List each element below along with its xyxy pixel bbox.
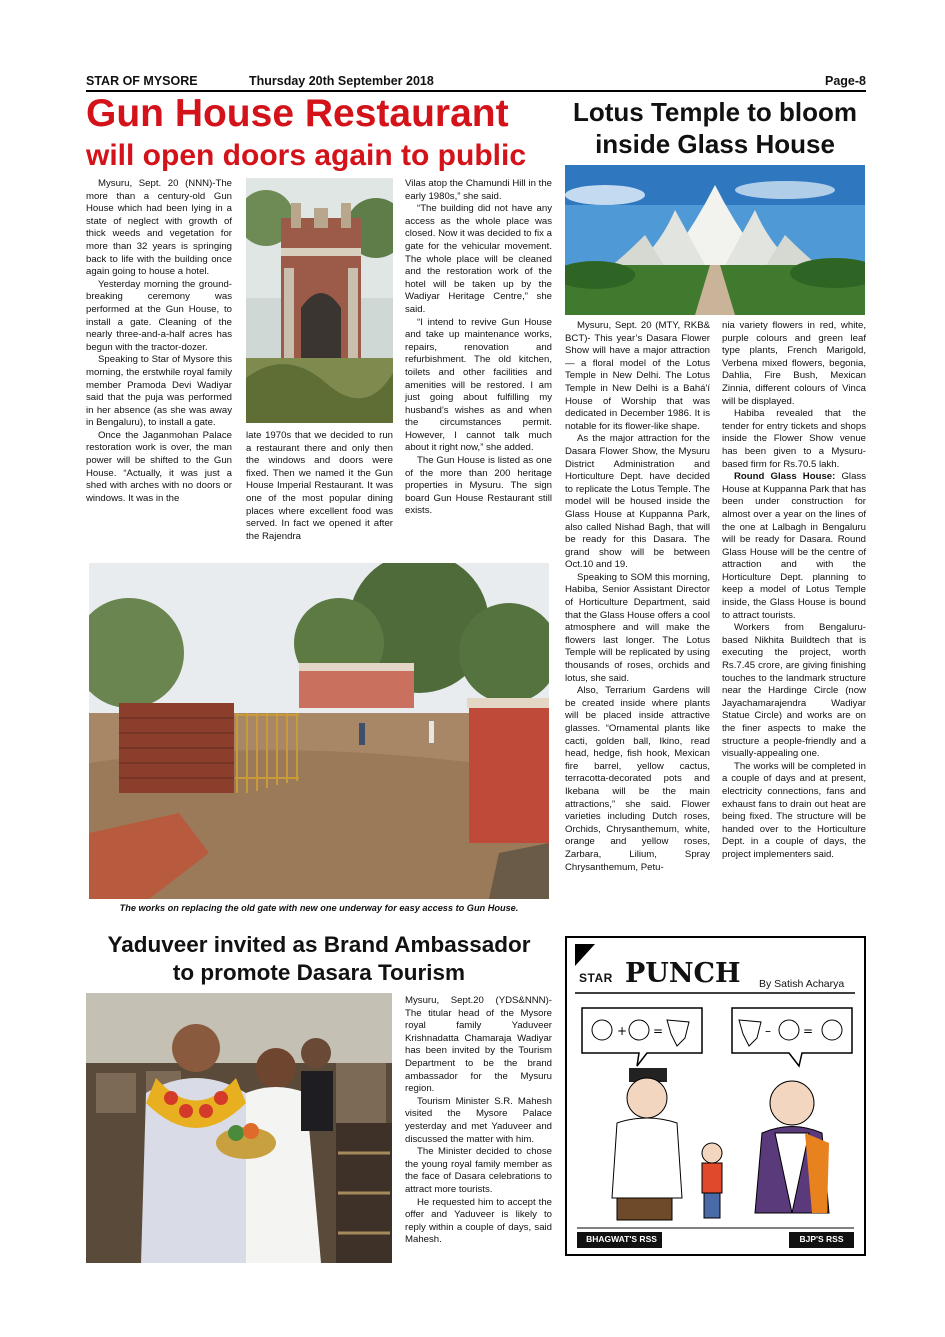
paragraph: Mysuru, Sept. 20 (NNN)-The more than a century-old Gun House which had been lying in a state of neglect with growth of thick weeds and vegetation for more than 32 years is springing back to life with the building once again going to house a hotel. <box>86 178 232 278</box>
paragraph: Yesterday morning the ground-breaking ceremony was performed at the Gun House, to install a gate. Cleaning of the nearly three-and-a-half acres has begun with the tractor-dozer. <box>86 278 232 353</box>
svg-text:=: = <box>653 1024 664 1038</box>
issue-date: Thursday 20th September 2018 <box>249 74 434 88</box>
gun-house-column-2 <box>246 430 393 543</box>
svg-text:+: + <box>617 1024 628 1038</box>
paragraph: “I intend to revive Gun House and take up maintenance works, repairs, renovation and refurbishment. The old kitchen, toilets and other facilities and amenities will be restored. I am just going about fulfilling my husband’s wishes as and when the circumstances permit. However, I cannot talk much about it right now,” she added. <box>405 316 552 454</box>
paragraph: Vilas atop the Chamundi Hill in the early 1980s,” she said. <box>405 178 552 202</box>
paragraph: Once the Jaganmohan Palace restoration work is over, the man power will be shifted to the Gun House. “Actually, it was just a shed with arches with no doors or windows. It was in the <box>86 429 232 504</box>
yaduveer-headline-1: Yaduveer invited as Brand Ambassador <box>107 932 531 957</box>
paragraph: He requested him to accept the offer and Yaduveer is likely to reply within a couple of days, said Mahesh. <box>405 1196 552 1246</box>
paragraph: Tourism Minister S.R. Mahesh visited the Mysore Palace yesterday and met Yaduveer and discussed the matter with him. <box>405 1095 552 1145</box>
gate-photo-caption: The works on replacing the old gate with new one underway for easy access to Gun House. <box>119 903 519 913</box>
masthead <box>86 72 866 92</box>
paragraph: Also, Terrarium Gardens will be created inside where plants will be placed inside attractive glasses. “Ornamental plants like cacti, golden ball, Ikino, read head, hedge, fish hook, Mexican fire barrel, yellow cactus, terracotta-decorated pots and Ikebana will be the main attractions,” she said. Flower varieties including Dutch roses, Orchids, Chrysanthemum, white, orange and yellow roses, Zarbara, Lilium, Spray Chrysanthemum, Petu- <box>565 685 710 873</box>
paragraph: nia variety flowers in red, white, purple colours and green leaf type plants, French Marigold, Verbena mixed flowers, begonia, Dahlia, Fire Bush, Mexican Zinnia, different colours of Vinca will be displayed. <box>722 320 866 407</box>
paragraph: Speaking to Star of Mysore this morning, the erstwhile royal family member Pramoda Devi Wadiyar said that the puja was performed in her absence (as she was away in Bengaluru), to install a gate. <box>86 354 232 429</box>
subhead: Round Glass House: <box>734 471 836 483</box>
cartoon-star-label: STAR <box>579 971 613 985</box>
lotus-headline-2: inside Glass House <box>595 129 835 159</box>
paragraph: As the major attraction for the Dasara Flower Show, the Mysuru District Administration and Horticulture Dept. have decided to replicate the Lotus Temple. The model will be housed inside the Glass House at Kuppanna Park, also called Nishad Bagh, that will be ready for this Dasara. The grand show will be between Oct.10 and 19. <box>565 433 710 571</box>
gun-house-headline-1: Gun House Restaurant <box>86 92 509 135</box>
paragraph: The Gun House is listed as one of the more than 200 heritage properties in Mysuru. The sign board Gun House Restaurant still exists. <box>405 455 552 517</box>
paragraph: The works will be completed in a couple of days and at present, electricity connections, fans and exhaust fans to drain out heat are being fixed. The structure will be handed over to the Horticulture Dept. in a couple of days, the project implementers said. <box>722 760 866 860</box>
paragraph: Mysuru, Sept. 20 (MTY, RKB& BCT)- This year’s Dasara Flower Show will have a major attraction — a floral model of the Lotus Temple in New Delhi. The Lotus Temple in New Delhi is a Bahá'í House of Worship that was dedicated in December 1986. It is notable for its flower-like shape. <box>565 320 710 432</box>
yaduveer-headline-2: to promote Dasara Tourism <box>172 960 466 985</box>
paragraph: Round Glass House: Glass House at Kuppanna Park that has been under construction for almost over a year on the lines of the one at Lalbagh in Bengaluru will be ready for Dasara. Round Glass House will be the centre of attraction and with the Horticulture Dept. planning to keep a model of Lotus Temple inside, the Glass House is bound to attract tourists. <box>722 471 867 621</box>
svg-text:–: – <box>765 1024 771 1038</box>
cartoon-byline: By Satish Acharya <box>759 978 845 990</box>
gun-house-photo <box>246 178 393 423</box>
gun-house-column-3 <box>405 178 552 518</box>
cartoon-punch-label: PUNCH <box>625 958 741 989</box>
paragraph: The Minister decided to chose the young royal family member as the face of Dasara celebrations to attract more tourists. <box>405 1146 552 1195</box>
gate-works-photo <box>89 563 549 899</box>
paragraph: Workers from Bengaluru-based Nikhita Buildtech that is executing the project, worth Rs.7.45 crore, are giving finishing touches to the landmark structure near the Hardinge Circle (now Jayachamarajendra Wadiyar Statue Circle) and works are on the finer aspects to make the structure a people-friendly and a visually-appealing one. <box>722 622 866 760</box>
yaduveer-column <box>405 995 552 1247</box>
svg-text:=: = <box>803 1024 814 1038</box>
cartoon-label-right: BJP'S RSS <box>799 1234 844 1244</box>
paragraph: Habiba revealed that the tender for entry tickets and shops inside the Flower Show venue has been given to a Mysuru-based firm for Rs.70.5 lakh. <box>722 408 866 470</box>
paper-name: STAR OF MYSORE <box>86 74 198 88</box>
paragraph: “The building did not have any access as the whole place was closed. Now it was decided to fix a gate for the vehicular movement. The whole place will be cleaned and the restoration work of the hotel will be taken up by the Wadiyar Heritage Centre,” she said. <box>405 203 552 315</box>
star-punch-cartoon <box>565 936 866 1256</box>
page-number: Page-8 <box>825 74 866 88</box>
yaduveer-photo <box>86 993 392 1263</box>
cartoon-label-left: BHAGWAT'S RSS <box>586 1234 657 1244</box>
gun-house-column-1 <box>86 178 232 505</box>
paragraph: late 1970s that we decided to run a restaurant there and only then the windows and doors were fixed. Then we named it the Gun House Imperial Restaurant. It was one of the most popular dining places where excellent food was served. In fact we opened it after the Rajendra <box>246 430 393 542</box>
paragraph: Mysuru, Sept.20 (YDS&NNN)- The titular head of the Mysore royal family Yaduveer Krishnadatta Chamaraja Wadiyar has been invited by the Tourism Department to be the brand ambassador for the Mysuru region. <box>405 995 552 1095</box>
lotus-column-2 <box>722 320 866 862</box>
lotus-column-1 <box>565 320 710 874</box>
gun-house-headline-2: will open doors again to public <box>86 139 527 172</box>
paragraph: Speaking to SOM this morning, Habiba, Senior Assistant Director of Horticulture Department, said that the Glass House offers a cool atmosphere and will make the flowers last longer. The Lotus Temple will be replicated by using thousands of roses, orchids and lotus, she said. <box>565 571 710 684</box>
lotus-temple-photo <box>565 165 865 315</box>
lotus-headline-1: Lotus Temple to bloom <box>572 97 858 127</box>
